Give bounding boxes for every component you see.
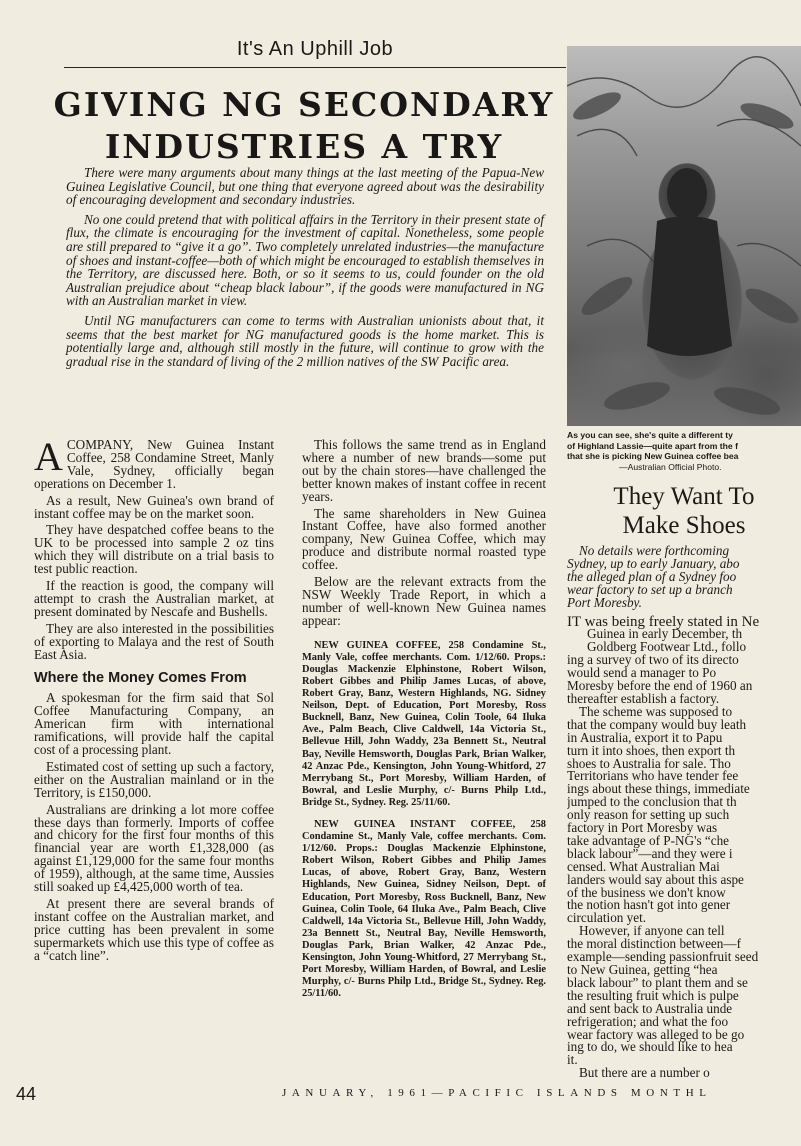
shoes-body-line: that the company would buy leath bbox=[567, 716, 747, 732]
shoes-body-line: ings about these things, immediate bbox=[567, 781, 750, 797]
intro-paragraph: No one could pretend that with political affairs in the Territory in their present state of flux, the climate is encouraging for the investment of capital. Nonetheless, some people are still prepared to “give it a go”. Two completely unrelated industries—the manufacture of shoes and instant-coffee—both of which might be encouraged to establish themselves in the Territory, are discussed here. Both, or so it seems to us, could founder on the old Australian prejudice about “cheap black labour”, if the goods were manufactured in NG with an Australian market in view. bbox=[66, 211, 544, 309]
shoes-body-line: The scheme was supposed to bbox=[579, 703, 733, 719]
body-paragraph: If the reaction is good, the company will attempt to crash the Australian market, at present dominated by Nescafe and Bushells. bbox=[34, 578, 274, 619]
lead-text: COMPANY, New Guinea Instant Coffee, 258 Condamine Street, Manly Vale, Sydney, officially began operations on December 1. bbox=[34, 437, 274, 491]
shoes-body-line: would send a manager to Po bbox=[567, 665, 717, 681]
shoes-body-line: the resulting fruit which is pulpe bbox=[567, 987, 739, 1003]
shoes-body-line: the moral distinction between—f bbox=[567, 936, 741, 952]
shoes-body-line: However, if anyone can tell bbox=[579, 923, 725, 939]
caption-line: of Highland Lassie—quite apart from the f bbox=[567, 440, 738, 451]
caption-line: that she is picking New Guinea coffee bea bbox=[567, 451, 739, 461]
body-paragraph: The same shareholders in New Guinea Instant Coffee, have also formed another company, New Guinea Coffee, which may produce and distribute normal roasted type coffee. bbox=[302, 505, 546, 573]
shoes-body-line: of the business we don't know bbox=[567, 884, 726, 900]
shoes-intro-line: Sydney, up to early January, abo bbox=[567, 555, 740, 571]
shoes-body-line: ing a survey of two of its directo bbox=[567, 652, 739, 668]
shoes-body-line: factory in Port Moresby was bbox=[567, 820, 718, 836]
shoes-body-line: thereafter establish a factory. bbox=[567, 690, 720, 706]
intro-paragraph: There were many arguments about many things at the last meeting of the Papua-New Guinea Legislative Council, but one thing that everyone agreed about was the desirability of encouraging development and secondary industries. bbox=[66, 165, 544, 208]
shoes-body-line: ing to do, we should like to hea bbox=[567, 1039, 733, 1055]
photo-highland-coffee-picker bbox=[567, 46, 801, 426]
intro-standfirst bbox=[66, 166, 544, 374]
shoes-intro-line: wear factory to set up a branch bbox=[567, 581, 733, 597]
caption-line: As you can see, she's quite a different ty bbox=[567, 430, 733, 440]
shoes-body-line: black labour”—and they were i bbox=[567, 845, 733, 861]
shoes-body-line: landers would say about this aspe bbox=[567, 871, 744, 887]
column-3 bbox=[567, 545, 801, 1080]
shoes-body-line: IT was being freely stated in Ne bbox=[567, 613, 760, 630]
shoes-body-line: Guinea in early December, th bbox=[587, 626, 743, 642]
shoes-intro-line: Port Moresby. bbox=[567, 594, 642, 610]
shoes-body-line: turn it into shoes, then export th bbox=[567, 742, 736, 758]
drop-cap: A bbox=[34, 434, 63, 479]
shoes-body-line: refrigeration; and what the foo bbox=[567, 1013, 729, 1029]
body-paragraph: Australians are drinking a lot more coffee these days than formerly. Imports of coffee and chicory for the first four months of this financial year are worth £1,328,000 (as against £1,129,000 for the same four months of 1959), although, at the same time, Aussies still soaked up £4,425,000 worth of tea. bbox=[34, 801, 274, 895]
photo-credit: —Australian Official Photo. bbox=[619, 461, 722, 472]
photo-illustration bbox=[567, 46, 801, 426]
body-paragraph: They have despatched coffee beans to the UK to be processed into sample 2 oz tins which they will distribute on a trial basis to test public reaction. bbox=[34, 522, 274, 577]
kicker: It's An Uphill Job bbox=[64, 38, 566, 68]
body-paragraph: A spokesman for the firm said that Sol Coffee Manufacturing Company, an American firm with international ramifications, will provide half the capital cost of a processing plant. bbox=[34, 690, 274, 758]
shoes-body-line: Moresby before the end of 1960 an bbox=[567, 678, 753, 694]
shoes-body-line: and sent back to Australia unde bbox=[567, 1000, 733, 1016]
shoes-body-line: shoes to Australia for sale. Tho bbox=[567, 755, 731, 771]
shoes-body-line: black labour” to plant them and se bbox=[567, 974, 748, 990]
body-paragraph: They are also interested in the possibilities of exporting to Malaya and the rest of South East Asia. bbox=[34, 620, 274, 662]
page-number: 44 bbox=[16, 1084, 37, 1104]
running-footer: JANUARY, 1961—PACIFIC ISLANDS MONTHL bbox=[282, 1087, 712, 1099]
shoes-body-line: Goldberg Footwear Ltd., follo bbox=[587, 639, 747, 655]
shoes-body bbox=[567, 613, 801, 1081]
trade-report-extract: NEW GUINEA COFFEE, 258 Condamine St., Manly Vale, coffee merchants. Com. 1/12/60. Props.: Douglas Mackenzie Elphinstone, Robert Wilson, Robert Gibbes and Philip James Lucas, of above, Robert Gray, Banz, Western Highlands, NG. Sidney Neilson, Dept. of Education, Port Moresby, Ross Bucknell, Banz, New Guinea, Colin Toole, 64 Iluka Ave., Palm Beach, Clive Caldwell, 14a Victoria St., Bellevue Hill, John Waddy, 23a Bennett St., Neutral Bay, Neville Hemsworth, Douglas Park, Brian Walker, 42 Anzac Pde., Kensington, John Young-Whitford, 27 Merrybang St., Port Moresby, William Harden, of Bowral, and Leslie Murphy, c/- Burns Philp Ltd., Bridge St., Sydney. Reg. 25/11/60. bbox=[302, 639, 546, 808]
shoes-body-line: in Australia, export it to Papu bbox=[567, 729, 723, 745]
shoes-body-line: the notion hasn't got into gener bbox=[567, 897, 731, 913]
shoes-body-line: take advantage of P-NG's “che bbox=[567, 832, 730, 848]
shoes-body-line: to New Guinea, getting “hea bbox=[567, 962, 718, 977]
body-paragraph: Estimated cost of setting up such a factory, either on the Australian mainland or in the Territory, is £150,000. bbox=[34, 758, 274, 800]
shoes-intro bbox=[567, 545, 801, 616]
shoes-intro-line: No details were forthcoming bbox=[579, 545, 730, 558]
body-paragraph: This follows the same trend as in England where a number of new brands—some put out by the chain stores—have challenged the better known makes of instant coffee in recent years. bbox=[302, 437, 547, 504]
column-1 bbox=[34, 434, 274, 967]
shoes-body-line: censed. What Australian Mai bbox=[567, 858, 720, 874]
body-paragraph: Below are the relevant extracts from the NSW Weekly Trade Report, in which a number of well-known New Guinea names appear: bbox=[302, 574, 546, 628]
shoes-body-line: it. bbox=[567, 1052, 578, 1068]
trade-report-extract: NEW GUINEA INSTANT COFFEE, 258 Condamine St., Manly Vale, coffee merchants. Com. 1/12/60. Props.: Douglas Mackenzie Elphinstone, Robert Wilson, Robert Gibbes and Philip James Lucas, of above, Robert Gray, Banz, Western Highlands, New Guinea, Sidney Neilson, Dept. of Education, Port Moresby, Ross Bucknell, Banz, New Guinea, Colin Toole, 64 Iluka Ave., Palm Beach, Clive Caldwell, 14a Victoria St., Bellevue Hill, John Waddy, 23a Bennett St., Neutral Bay, Neville Hemsworth, Douglas Park, Brian Walker, 42 Anzac Pde., Kensington, John Young-Whitford, 27 Merrybang St., Port Moresby, William Harden, of Bowral, and Leslie Murphy, c/- Burns Philp Ltd., Bridge St., Sydney. Reg. 25/11/60. bbox=[302, 819, 546, 1000]
title-line: Make Shoes bbox=[622, 512, 746, 539]
shoes-body-line: Territorians who have tender fee bbox=[567, 768, 739, 784]
shoes-body-line: jumped to the conclusion that th bbox=[567, 794, 737, 810]
intro-paragraph: Until NG manufacturers can come to terms with Australian unionists about that, it seems that the best market for NG manufactured goods is the home market. This is potentially large and, although still mostly in the future, will continue to grow with the gradual rise in the standard of living of the 2 million natives of the SW Pacific area. bbox=[66, 312, 544, 369]
shoes-body-line: But there are a number o bbox=[579, 1065, 710, 1081]
shoes-body-line: circulation yet. bbox=[567, 910, 647, 926]
shoes-body-line: wear factory was alleged to be go bbox=[567, 1026, 745, 1042]
lead-paragraph bbox=[34, 434, 274, 491]
title-line: They Want To bbox=[613, 483, 755, 510]
body-paragraph: At present there are several brands of instant coffee on the Australian market, and price cutting has been prevalent in some supermarkets which use this type of coffee as a “catch line”. bbox=[34, 896, 274, 963]
shoes-intro-line: the alleged plan of a Sydney foo bbox=[567, 568, 737, 584]
column-2 bbox=[302, 439, 546, 1004]
shoes-body-line: only reason for setting up such bbox=[567, 807, 730, 823]
body-paragraph: As a result, New Guinea's own brand of instant coffee may be on the market soon. bbox=[34, 492, 274, 521]
shoes-body-line: example—sending passionfruit seed bbox=[567, 949, 759, 965]
photo-caption bbox=[567, 430, 801, 472]
shoes-article-title bbox=[567, 482, 801, 540]
headline: GIVING NG SECONDARY INDUSTRIES A TRY bbox=[53, 85, 555, 166]
subheading: Where the Money Comes From bbox=[34, 669, 247, 686]
